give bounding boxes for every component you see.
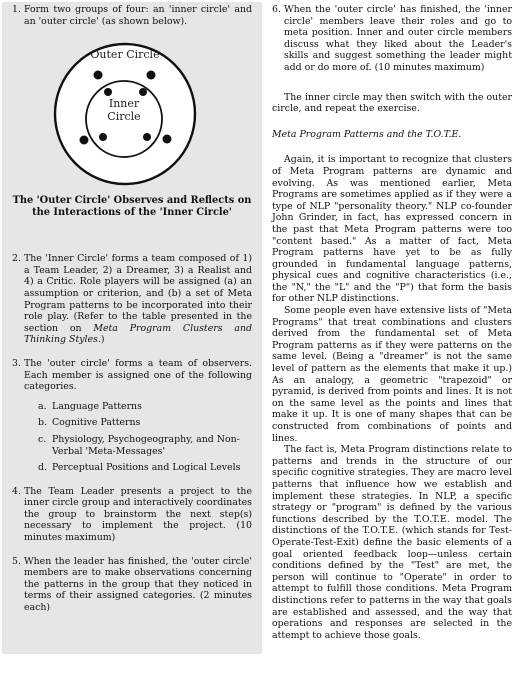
step-number: 3. xyxy=(12,357,21,369)
category-item xyxy=(38,462,252,474)
step-number: 4. xyxy=(12,485,21,497)
step-number: 2. xyxy=(12,253,21,265)
category-item xyxy=(38,417,252,429)
body-paragraph-3: The fact is, Meta Program distinctions relate to patterns and trends in the structure of our specific cognitive strategies. They are macro level patterns that influence how we establish and implement these strategies. In NLP, a specific strategy or "program" is defined by the various functions described by the T.O.T.E. model. The distinctions of the T.O.T.E. (which stands for Test-Operate-Test-Exit) define the basic elements of a goal oriented feedback loop—unless certain conditions defined by the "Test" are met, the person will continue to "Operate" in order to attempt to fulfill those conditions. Meta Program distinctions refer to patterns in the way that goals are established and assessed, and the way that operations and responses are selected in the attempt to achieve those goals. xyxy=(272,444,512,641)
outer-participant-marker xyxy=(94,71,103,80)
exercise-step-1 xyxy=(12,4,252,27)
step-text: The Team Leader presents a project to the inner circle group and interactively coordinates the group to brainstorm the next step(s) necessary to implement the project. (10 minutes maximum) xyxy=(24,485,252,544)
category-letter: b. xyxy=(38,417,47,429)
inner-participant-marker xyxy=(104,88,112,96)
step-text: Form two groups of four: an 'inner circle' and an 'outer circle' (as shown below). xyxy=(24,4,252,27)
step-text: When the leader has finished, the 'outer circle' members are to make observations concerning the patterns in the group that they noticed in terms of their assigned categories. (2 minutes each) xyxy=(24,555,252,614)
step-text: When the 'outer circle' has finished, the 'inner circle' members leave their roles and go to meta position. Inner and outer circle members discuss what they liked about the Leader's skills and suggest something the leader might add or do more of. (10 minutes maximum) xyxy=(284,4,512,73)
exercise-step-3 xyxy=(12,358,252,474)
section-reference: Meta Program Clusters and Thinking Styles xyxy=(24,322,252,346)
category-text: Perceptual Positions and Logical Levels xyxy=(52,462,241,474)
exercise-step-4 xyxy=(12,486,252,544)
inner-participant-marker xyxy=(143,133,151,141)
inner-circle-label-line2: Circle xyxy=(107,110,141,124)
step-text-end: .) xyxy=(97,334,105,346)
left-column xyxy=(12,4,252,626)
outer-participant-marker xyxy=(147,71,156,80)
right-column xyxy=(272,4,512,641)
category-item xyxy=(38,434,252,457)
step-text-body: The 'Inner Circle' forms a team composed of 1) a Team Leader, 2) a Dreamer, 3) a Realist and 4) a Critic. Role players will be assigned (a) an assumption or criterion, and (b) a set of Meta Program patterns to be incorporated into their role play. (Refer to the table presented in the section on xyxy=(24,253,252,334)
circles-diagram xyxy=(12,39,252,189)
switch-instruction: The inner circle may then switch with the outer circle, and repeat the exercise. xyxy=(272,91,512,115)
exercise-step-2 xyxy=(12,253,252,346)
body-paragraph-2: Some people even have extensive lists of "Meta Programs" that treat combinations and clusters derived from the fundamental set of Meta Program patterns as if they were patterns on the same level. (Being a "dreamer" is not the same level of pattern as the elements that make it up.) As an analogy, a geometric "trapezoid" or pyramid, is derived from points and lines. It is not on the same level as the points and lines that make it up. It is one of many shapes that can be constructed from combinations of points and lines. xyxy=(272,305,512,444)
inner-participant-marker xyxy=(99,133,107,141)
step-number: 5. xyxy=(12,555,21,567)
step-number: 6. xyxy=(272,4,281,15)
step-text: The 'outer circle' forms a team of observers. Each member is assigned one of the following categories. xyxy=(24,357,252,393)
diagram-heading: The 'Outer Circle' Observes and Reflects on the Interactions of the 'Inner Circle' xyxy=(12,195,252,219)
exercise-step-6 xyxy=(272,4,512,74)
step-text xyxy=(24,253,252,346)
step-number: 1. xyxy=(12,4,21,15)
inner-circle-label-line1: Inner xyxy=(108,97,140,111)
category-letter: a. xyxy=(38,400,47,412)
section-title: Meta Program Patterns and the T.O.T.E. xyxy=(272,128,462,140)
outer-participant-marker xyxy=(163,135,172,144)
category-item xyxy=(38,401,252,413)
exercise-step-5 xyxy=(12,556,252,614)
category-text: Cognitive Patterns xyxy=(52,417,141,429)
observer-categories xyxy=(38,401,252,474)
category-text: Language Patterns xyxy=(52,400,142,412)
body-paragraph-1: Again, it is important to recognize that clusters of Meta Program patterns are dynamic and evolving. As was mentioned earlier, Meta Programs are sometimes applied as if they were a type of NLP "personality theory." NLP co-founder John Grinder, in fact, has expressed concern in the past that Meta Program patterns were too "content based." As a matter of fact, Meta Program patterns have yet to be as fully grounded in fundamental language patterns, physical cues and cognitive characteristics (i.e., the "N," the "L" and the "P") that form the basis for other NLP distinctions. xyxy=(272,154,512,305)
inner-participant-marker xyxy=(139,88,147,96)
category-letter: d. xyxy=(38,462,47,474)
category-letter: c. xyxy=(38,433,47,445)
category-text: Physiology, Psychogeography, and Non-Verbal 'Meta-Messages' xyxy=(52,433,240,457)
outer-participant-marker xyxy=(80,136,89,145)
outer-circle-label: Outer Circle xyxy=(90,48,160,62)
